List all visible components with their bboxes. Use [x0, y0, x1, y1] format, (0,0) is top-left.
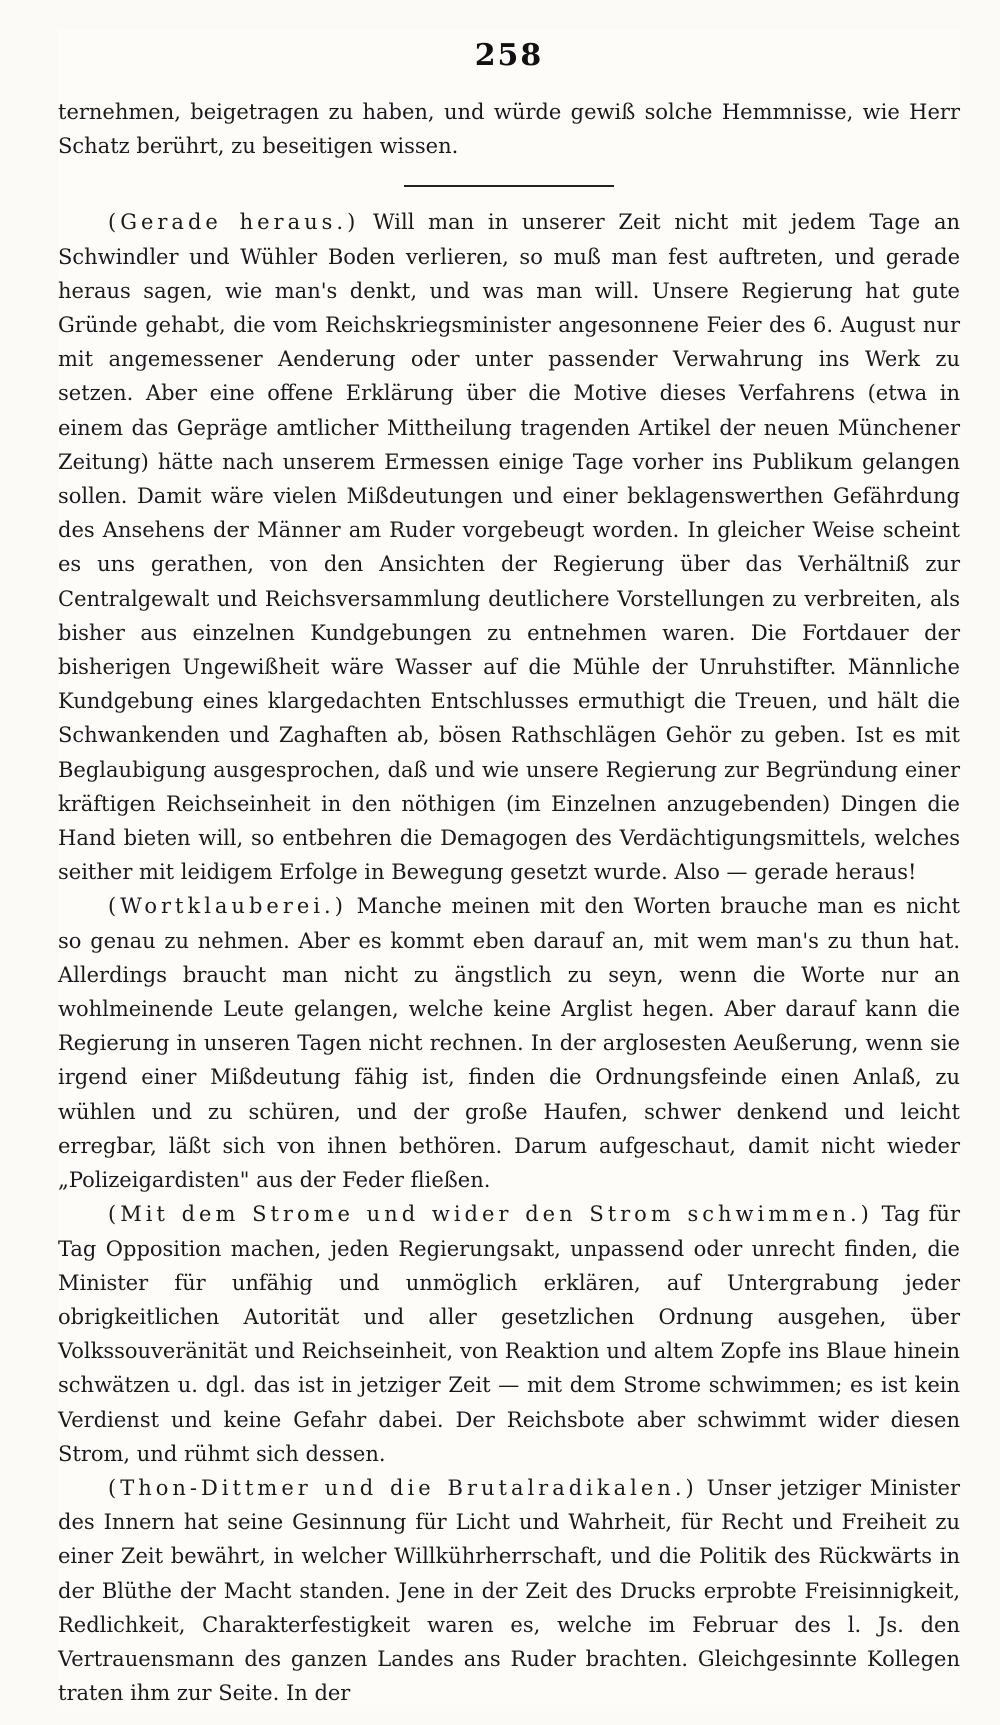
paragraph-gerade-heraus: [58, 205, 960, 889]
heading-thon-dittmer: (Thon-Dittmer und die Brutalradikalen.): [108, 1475, 698, 1500]
paragraph-strom-schwimmen: [58, 1197, 960, 1471]
section-divider: [404, 185, 614, 187]
heading-strom-schwimmen: (Mit dem Strome und wider den Strom schwimmen.): [108, 1202, 873, 1227]
paragraph-wortklauberei: [58, 889, 960, 1197]
heading-gerade-heraus: (Gerade heraus.): [108, 210, 360, 235]
page-number: 258: [474, 38, 544, 73]
heading-wortklauberei: (Wortklauberei.): [108, 894, 347, 919]
intro-paragraph: ternehmen, beigetragen zu haben, und würde gewiß solche Hemmnisse, wie Herr Schatz berührt, zu beseitigen wissen.: [58, 100, 960, 159]
body-gerade-heraus: Will man in unserer Zeit nicht mit jedem Tage an Schwindler und Wühler Boden verlieren, so muß man fest auftreten, und gerade heraus sagen, wie man's denkt, und was man will. Unsere Regierung hat gute Gründe gehabt, die vom Reichskriegsminister angesonnene Feier des 6. August nur mit angemessener Aenderung oder unter passender Verwahrung ins Werk zu setzen. Aber eine offene Erklärung über die Motive dieses Verfahrens (etwa in einem das Gepräge amtlicher Mittheilung tragenden Artikel der neuen Münchener Zeitung) hätte nach unserem Ermessen einige Tage vorher ins Publikum gelangen sollen. Damit wäre vielen Mißdeutungen und einer beklagenswerthen Gefährdung des Ansehens der Männer am Ruder vorgebeugt worden. In gleicher Weise scheint es uns gerathen, von den Ansichten der Regierung über das Verhältniß zur Centralgewalt und Reichsversammlung deutlichere Vorstellungen zu verbreiten, als bisher aus einzelnen Kundgebungen zu entnehmen waren. Die Fortdauer der bisherigen Ungewißheit wäre Wasser auf die Mühle der Unruhstifter. Männliche Kundgebung eines klargedachten Entschlusses ermuthigt die Treuen, und hält die Schwankenden und Zaghaften ab, bösen Rathschlägen Gehör zu geben. Ist es mit Beglaubigung ausgesprochen, daß und wie unsere Regierung zur Begründung einer kräftigen Reichseinheit in den nöthigen (im Einzelnen anzugebenden) Dingen die Hand bieten will, so entbehren die Demagogen des Verdächtigungsmittels, welches seither mit leidigem Erfolge in Bewegung gesetzt wurde. Also — gerade heraus!: [58, 210, 960, 885]
body-thon-dittmer: Unser jetziger Minister des Innern hat seine Gesinnung für Licht und Wahrheit, für Recht und Freiheit zu einer Zeit bewährt, in welcher Willkührherrschaft, und die Politik des Rückwärts in der Blüthe der Macht standen. Jene in der Zeit des Drucks erprobte Freisinnigkeit, Redlichkeit, Charakterfestigkeit waren es, welche im Februar des l. Js. den Vertrauensmann des ganzen Landes ans Ruder brachten. Gleichgesinnte Kollegen traten ihm zur Seite. In der: [58, 1475, 960, 1706]
book-page: [58, 30, 960, 1705]
paragraph-thon-dittmer: [58, 1471, 960, 1710]
body-wortklauberei: Manche meinen mit den Worten brauche man es nicht so genau zu nehmen. Aber es kommt eben darauf an, mit wem man's zu thun hat. Allerdings braucht man nicht zu ängstlich zu seyn, wenn die Worte nur an wohlmeinende Leute gelangen, welche keine Arglist hegen. Aber darauf kann die Regierung in unseren Tagen nicht rechnen. In der arglosesten Aeußerung, wenn sie irgend einer Mißdeutung fähig ist, finden die Ordnungsfeinde einen Anlaß, zu wühlen und zu schüren, und der große Haufen, schwer denkend und leicht erregbar, läßt sich von ihnen bethören. Darum aufgeschaut, damit nicht wieder „Polizeigardisten" aus der Feder fließen.: [58, 894, 960, 1193]
text-body: [58, 95, 960, 1710]
body-strom-schwimmen: Tag für Tag Opposition machen, jeden Regierungsakt, unpassend oder unrecht finden, die Minister für unfähig und unmöglich erklären, auf Untergrabung jeder obrigkeitlichen Autorität und aller gesetzlichen Ordnung ausgehen, über Volkssouveränität und Reichseinheit, von Reaktion und altem Zopfe ins Blaue hinein schwätzen u. dgl. das ist in jetziger Zeit — mit dem Strome schwimmen; es ist kein Verdienst und keine Gefahr dabei. Der Reichsbote aber schwimmt wider diesen Strom, und rühmt sich dessen.: [58, 1202, 960, 1466]
